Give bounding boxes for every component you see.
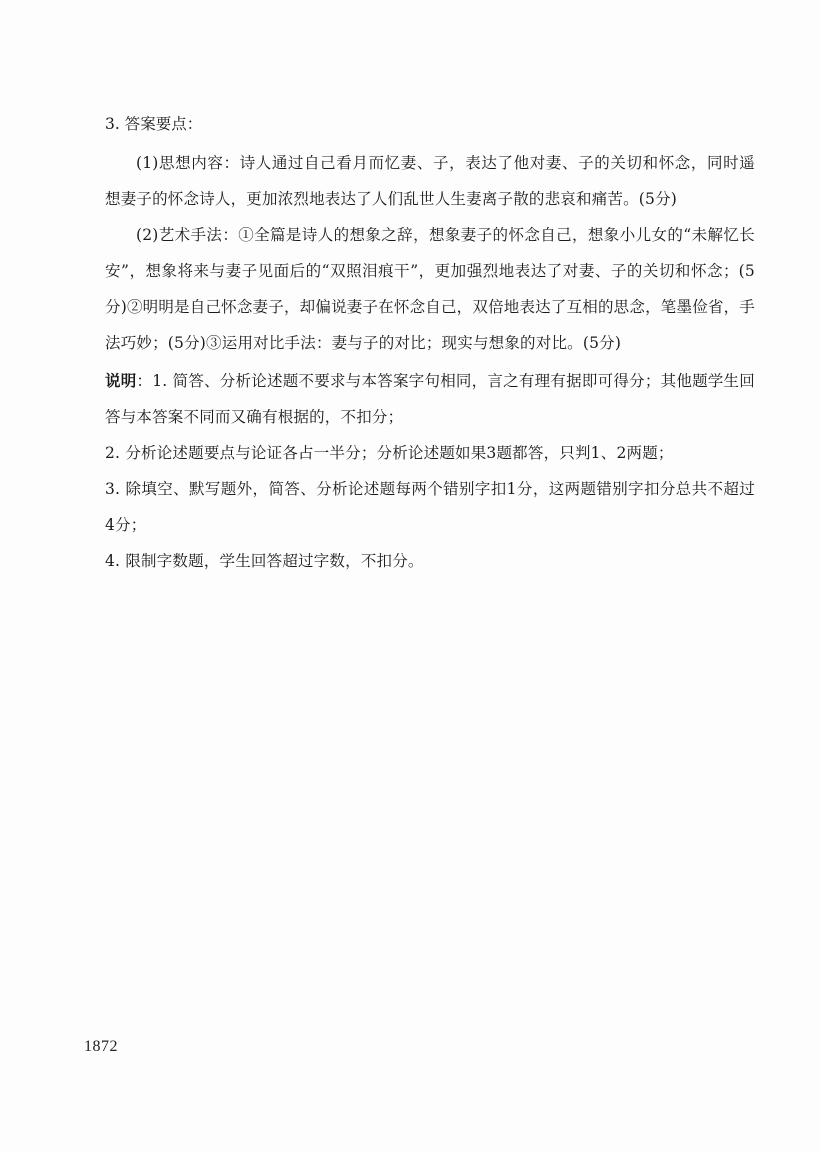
- document-body: [105, 110, 755, 579]
- note-1-text: ：1. 简答、分析论述题不要求与本答案字句相同，言之有理有据即可得分；其他题学生回答与本答案不同而又确有根据的，不扣分；: [105, 372, 755, 426]
- note-4: 4. 限制字数题，学生回答超过字数，不扣分。: [105, 552, 424, 570]
- section-title: 3. 答案要点：: [105, 115, 203, 133]
- notes-section: [105, 363, 755, 579]
- note-1: [105, 363, 755, 435]
- answer-point-content: (1)思想内容：诗人通过自己看月而忆妻、子，表达了他对妻、子的关切和怀念，同时遥想妻子的怀念诗人，更加浓烈地表达了人们乱世人生妻离子散的悲哀和痛苦。(5分): [105, 154, 755, 208]
- answer-point-technique: (2)艺术手法：①全篇是诗人的想象之辞，想象妻子的怀念自己，想象小儿女的“未解忆长安”，想象将来与妻子见面后的“双照泪痕干”，更加强烈地表达了对妻、子的关切和怀念；(5分)②明明是自己怀念妻子，却偏说妻子在怀念自己，双倍地表达了互相的思念，笔墨俭省，手法巧妙；(5分)③运用对比手法：妻与子的对比；现实与想象的对比。(5分): [105, 226, 755, 352]
- notes-label: 说明: [105, 371, 137, 390]
- page-number: 1872: [84, 1038, 118, 1055]
- note-2: 2. 分析论述题要点与论证各占一半分；分析论述题如果3题都答，只判1、2两题；: [105, 444, 674, 462]
- note-3: 3. 除填空、默写题外，简答、分析论述题每两个错别字扣1分，这两题错别字扣分总共不超过4分；: [105, 480, 755, 534]
